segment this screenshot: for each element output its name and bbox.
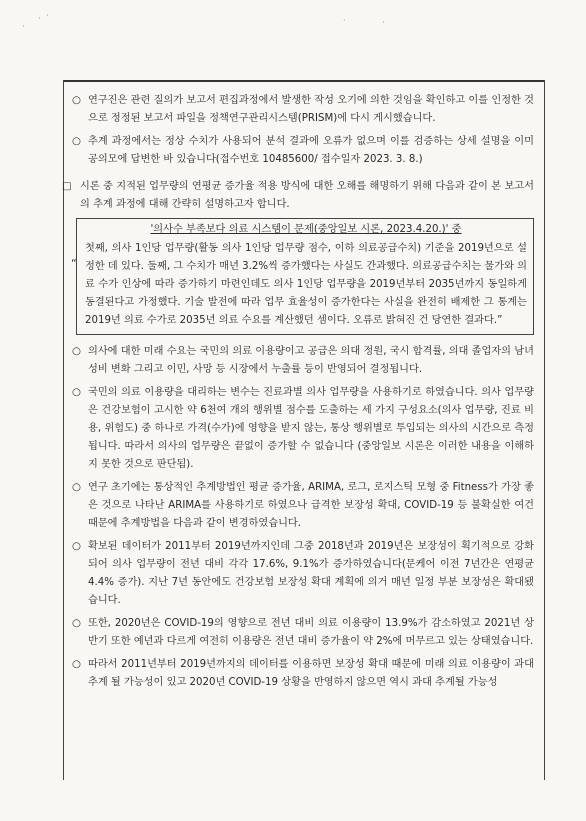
quote-title: '의사수 부족보다 의료 시스템이 문제(중앙일보 시론, 2023.4.20.)' 중	[150, 224, 462, 235]
scan-speck: ·	[38, 14, 41, 23]
circle-bullet: ○	[72, 95, 81, 106]
quote-box	[71, 218, 534, 335]
paragraph-text: 연구진은 관련 질의가 보고서 편집과정에서 발생한 작성 오기에 의한 것임을 확인하고 이를 인정한 것으로 정정된 보고서 파일을 정책연구관리시스템(PRISM)에 다시 게시했습니다.	[88, 95, 534, 124]
paragraph-text: 확보된 데이터가 2011부터 2019년까지인데 그중 2018년과 2019년은 보장성이 획기적으로 강화되어 의사 업무량이 전년 대비 각각 17.6%, 9.1%가 증가하였습니다(문케어 이전 7년간은 연평균 4.4% 증가). 지난 7년 동안에도 건강보험 보장성 확대 계획에 의거 매년 일정 부분 보장성은 확대됐습니다.	[88, 541, 534, 606]
document-body	[62, 92, 534, 697]
circle-bullet: ○	[72, 387, 81, 398]
quote-open-mark: “	[71, 257, 77, 270]
circle-bullet: ○	[72, 482, 81, 493]
circle-bullet: ○	[72, 541, 81, 552]
list-item	[72, 656, 534, 692]
paragraph-text: 따라서 2011년부터 2019년까지의 데이터를 이용하면 보장성 확대 때문에 미래 의료 이용량이 과대 추계 될 가능성이 있고 2020년 COVID-19 상황을 반영하지 않으면 역시 과대 추계될 가능성	[88, 659, 534, 688]
section-item	[62, 178, 534, 214]
paragraph-text: 국민의 의료 이용량을 대리하는 변수는 진료과별 의사 업무량을 사용하기로 하였습니다. 의사 업무량은 건강보험이 고시한 약 6천여 개의 행위별 점수를 도출하는 세 가지 구성요소(의사 업무량, 진료 비용, 위험도) 중 하나로 가격(수가)에 영향을 받지 않는, 통상 행위별로 투입되는 의사의 시간으로 측정됩니다. 따라서 의사의 업무량은 끝없이 증가할 수 없습니다 (중앙일보 시론은 이러한 내용을 이해하지 못한 것으로 판단됨).	[88, 387, 534, 470]
list-item	[72, 133, 534, 169]
list-item	[72, 384, 534, 474]
section-text: 시론 중 지적된 업무량의 연평균 증가율 적용 방식에 대한 오해를 해명하기 위해 다음과 같이 본 보고서의 추계 과정에 대해 간략히 설명하고자 합니다.	[80, 181, 534, 210]
paragraph-text: 추계 과정에서는 정상 수치가 사용되어 분석 결과에 오류가 없으며 이를 검증하는 상세 설명을 이미 공의모에 답변한 바 있습니다(접수번호 10485600/ 접수일자 2023. 3. 8.)	[88, 136, 534, 165]
quote-body	[71, 240, 527, 330]
square-bullet: □	[62, 181, 72, 192]
circle-bullet: ○	[72, 136, 81, 147]
scan-speck: ·	[382, 18, 385, 27]
scan-speck: ·	[46, 11, 49, 20]
scan-speck: ·	[22, 22, 25, 31]
list-item	[72, 343, 534, 379]
paragraph-text: 의사에 대한 미래 수요는 국민의 의료 이용량이고 공급은 의대 정원, 국시 합격률, 의대 졸업자의 남녀성비 변화 그리고 이민, 사망 등 시장에서 누출률 등이 반영되어 결정됩니다.	[88, 346, 534, 375]
circle-bullet: ○	[72, 618, 81, 629]
list-item	[72, 538, 534, 610]
list-item	[72, 615, 534, 651]
paragraph-text: 또한, 2020년은 COVID-19의 영향으로 전년 대비 의료 이용량이 13.9%가 감소하였고 2021년 상반기 또한 예년과 다르게 여전히 이용량은 전년 대비 증가율이 약 2%에 머무르고 있는 상태였습니다.	[88, 618, 534, 647]
paragraph-text: 연구 초기에는 통상적인 추계방법인 평균 증가율, ARIMA, 로그, 로지스틱 모형 중 Fitness가 가장 좋은 것으로 나타난 ARIMA를 사용하기로 하였으나 급격한 보장성 확대, COVID-19 등 불확실한 여건 때문에 추계방법을 다음과 같이 변경하였습니다.	[88, 482, 534, 529]
circle-bullet: ○	[72, 659, 81, 670]
list-item	[72, 479, 534, 533]
scan-speck: ·	[343, 16, 346, 25]
quote-text: 첫째, 의사 1인당 업무량(활동 의사 1인당 업무량 점수, 이하 의료공급수치) 기준을 2019년으로 설정한 데 있다. 둘째, 그 수치가 매년 3.2%씩 증가했다는 사실도 간과했다. 의료공급수치는 물가와 의료 수가 인상에 따라 증가하기 마련인데도 의사 1인당 업무량을 2019년부터 2035년까지 동일하게 동결된다고 가정했다. 기술 발전에 따라 업무 효율성이 증가한다는 사실을 완전히 배제한 그 통계는 2019년 의료 수가로 2035년 의료 수요를 계산했던 셈이다. 오류로 밝혀진 건 당연한 결과다.”	[85, 243, 527, 326]
list-item	[72, 92, 534, 128]
circle-bullet: ○	[72, 346, 81, 357]
